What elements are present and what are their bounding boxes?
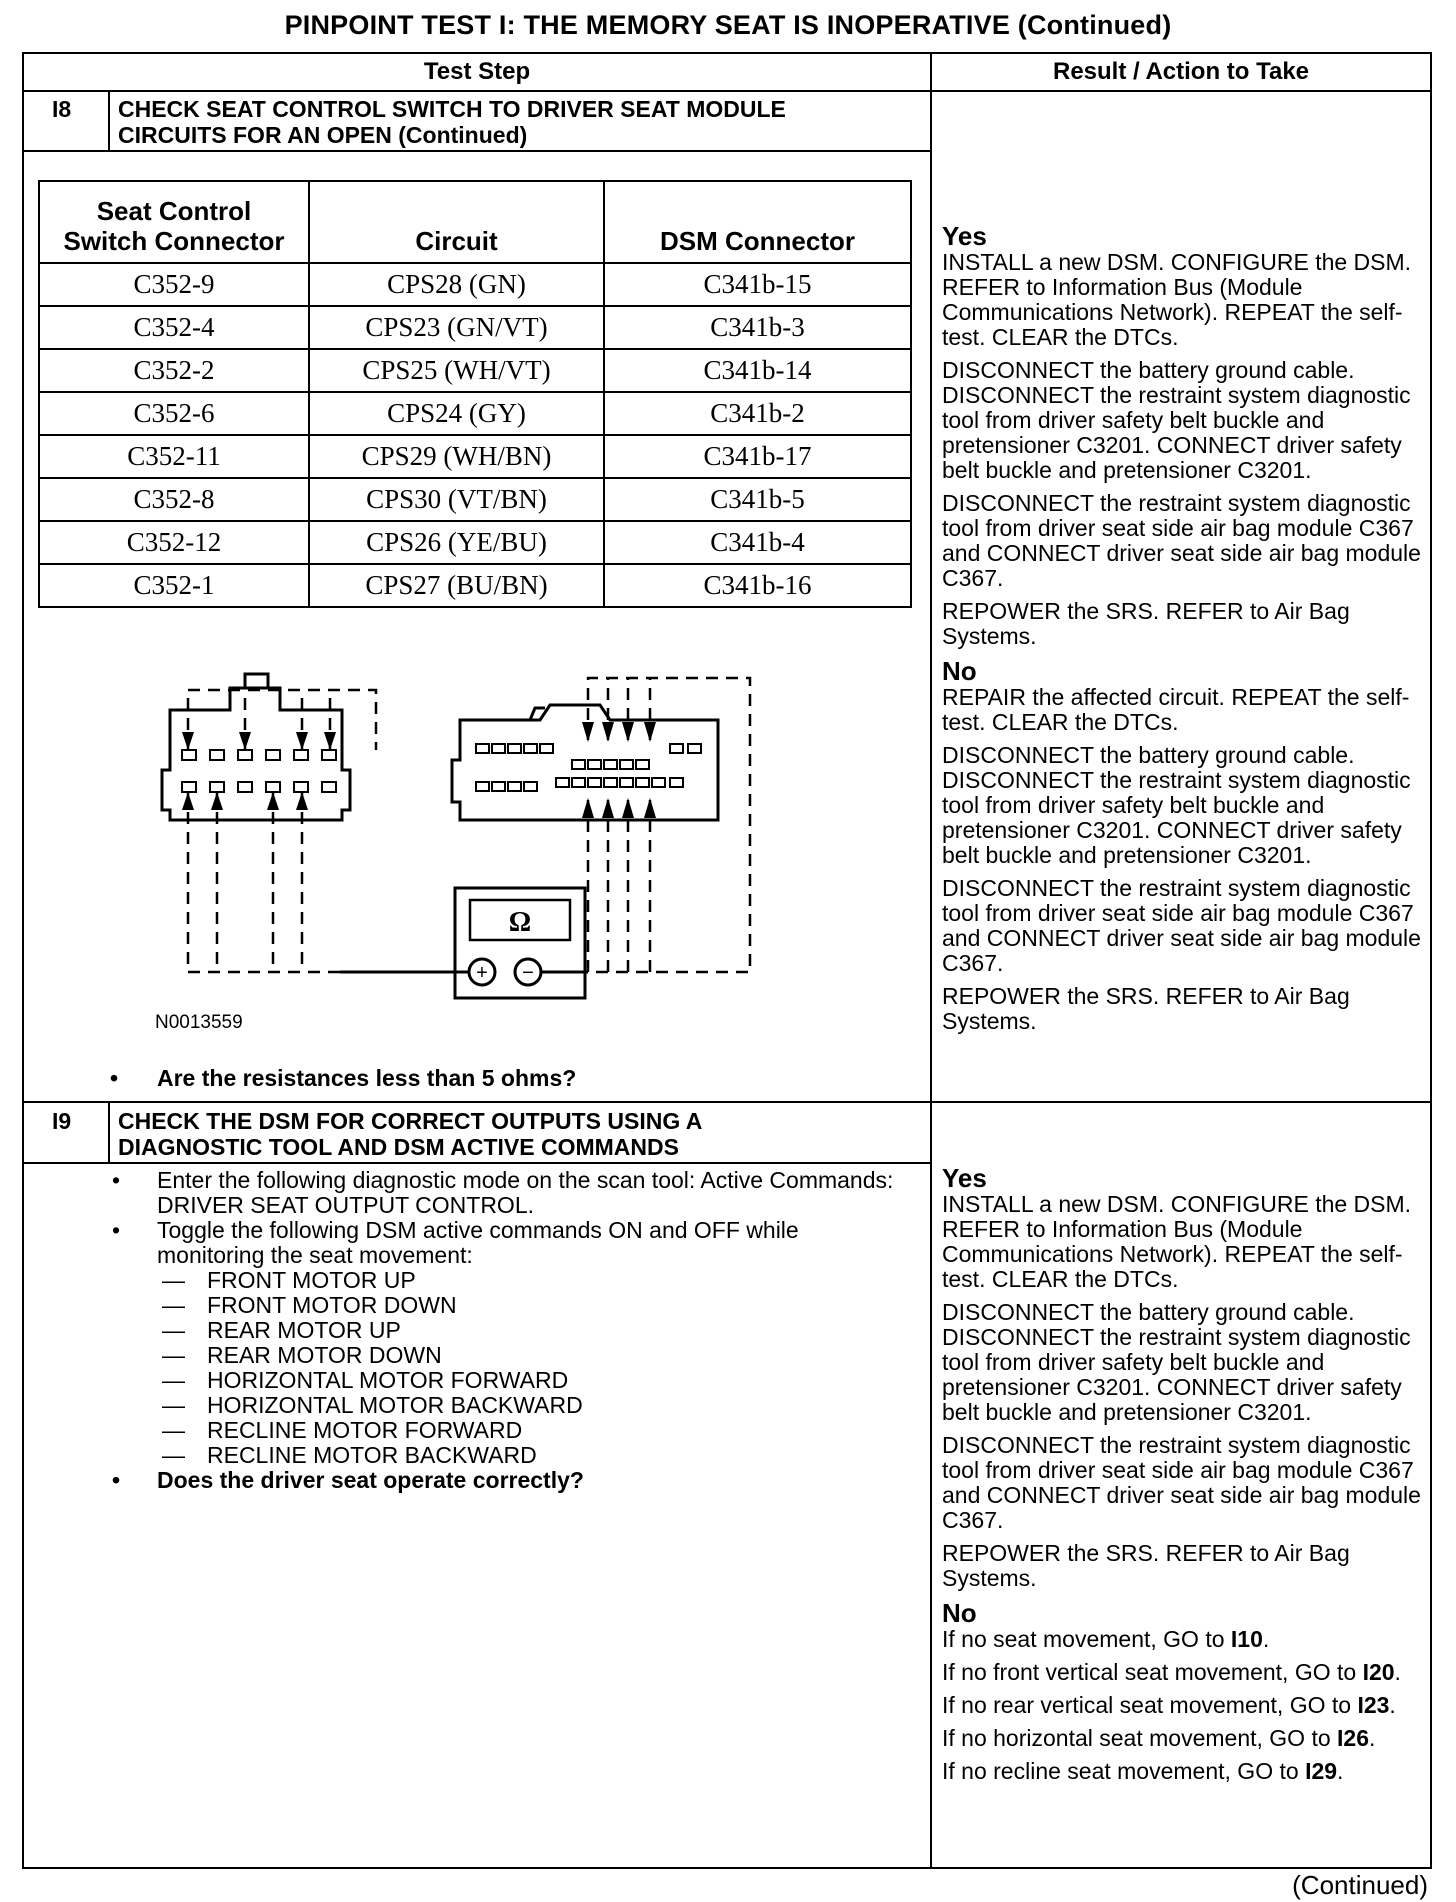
step-title-i8: CHECK SEAT CONTROL SWITCH TO DRIVER SEAT MODULE CIRCUITS FOR AN OPEN (Continued): [118, 96, 786, 148]
table-row: C352-4 CPS23 (GN/VT) C341b-3: [39, 306, 911, 349]
list-item: If no horizontal seat movement, GO to I26.: [942, 1725, 1376, 1751]
list-item: — HORIZONTAL MOTOR BACKWARD: [162, 1392, 583, 1418]
i9-question: Does the driver seat operate correctly?: [157, 1467, 584, 1493]
i8-no-heading: No: [942, 656, 977, 686]
table-row: C352-2 CPS25 (WH/VT) C341b-14: [39, 349, 911, 392]
seat-switch-connector-icon: [162, 674, 350, 820]
i9-no-heading: No: [942, 1598, 977, 1628]
circuit-table-header: [39, 181, 911, 263]
i8-question: • Are the resistances less than 5 ohms?: [110, 1065, 577, 1091]
step-title-i9: CHECK THE DSM FOR CORRECT OUTPUTS USING A DIAGNOSTIC TOOL AND DSM ACTIVE COMMANDS: [118, 1108, 703, 1160]
divider: [108, 90, 110, 150]
col-header-result: Result / Action to Take: [1052, 58, 1310, 85]
list-item: — RECLINE MOTOR FORWARD: [162, 1417, 523, 1443]
table-row: C352-1 CPS27 (BU/BN) C341b-16: [39, 564, 911, 607]
col-header-test-step: Test Step: [423, 58, 531, 85]
divider: [24, 1162, 930, 1164]
minus-terminal-label: −: [522, 962, 534, 984]
table-row: C352-6 CPS24 (GY) C341b-2: [39, 392, 911, 435]
figure-label: N0013559: [155, 1012, 243, 1033]
table-row: C352-8 CPS30 (VT/BN) C341b-5: [39, 478, 911, 521]
table-row: C352-12 CPS26 (YE/BU) C341b-4: [39, 521, 911, 564]
list-item: If no front vertical seat movement, GO to I20.: [942, 1659, 1401, 1685]
list-item: If no rear vertical seat movement, GO to I23.: [942, 1692, 1396, 1718]
step-number-i9: I9: [52, 1108, 72, 1134]
list-item: — FRONT MOTOR UP: [162, 1267, 416, 1293]
i9-yes-heading: Yes: [942, 1163, 987, 1193]
wiring-diagram: [130, 620, 770, 1010]
i8-yes-heading: Yes: [942, 221, 987, 251]
plus-terminal-label: +: [476, 962, 488, 984]
page-title: PINPOINT TEST I: THE MEMORY SEAT IS INOPERATIVE (Continued): [284, 10, 1172, 40]
table-row: C352-11 CPS29 (WH/BN) C341b-17: [39, 435, 911, 478]
header-switch-connector: Seat Control Switch Connector: [39, 181, 309, 263]
i8-result: Yes INSTALL a new DSM. CONFIGURE the DSM. REFER to Information Bus (Module Communications Network). REPEAT the self-test. CLEAR the DTCs. DISCONNECT the battery ground cable. DISCONNECT the restraint system diagnostic tool from driver safety belt buckle and pretensioner C3201. CONNECT driver safety belt buckle and pretensioner C3201. DISCONNECT the restraint system diagnostic tool from driver seat side air bag module C367 and CONNECT driver seat side air bag module C367. REPOWER the SRS. REFER to Air Bag Systems. No REPAIR the affected circuit. REPEAT the self-test. CLEAR the DTCs. DISCONNECT the battery ground cable. DISCONNECT the restraint system diagnostic tool from driver safety belt buckle and pretensioner C3201. CONNECT driver safety belt buckle and pretensioner C3201. DISCONNECT the restraint system diagnostic tool from driver seat side air bag module C367 and CONNECT driver seat side air bag module C367. REPOWER the SRS. REFER to Air Bag Systems.: [942, 222, 1426, 1042]
i9-instructions: • Enter the following diagnostic mode on the scan tool: Active Commands: DRIVER SEAT OUTPUT CONTROL. • Toggle the following DSM active commands ON and OFF while monitoring the seat movement: — FRONT MOTOR UP — FRONT MOTOR DOWN — REAR MOTOR UP — REAR MOTOR DOWN — HORIZONTAL MOTOR FORWARD — HORIZONTAL MOTOR BACKWARD — RECLINE MOTOR FORWARD — RECLINE MOTOR BACKWARD • Does the driver seat operate correctly?: [112, 1168, 912, 1493]
continued-footer: (Continued): [1292, 1870, 1428, 1900]
list-item: If no seat movement, GO to I10.: [942, 1626, 1270, 1652]
divider: [930, 54, 932, 1867]
step-number-i8: I8: [52, 96, 72, 122]
ohmmeter-icon: [455, 888, 585, 998]
table-row: C352-9 CPS28 (GN) C341b-15: [39, 263, 911, 306]
list-item: — FRONT MOTOR DOWN: [162, 1292, 457, 1318]
divider: [24, 90, 1430, 92]
i9-result: Yes INSTALL a new DSM. CONFIGURE the DSM. REFER to Information Bus (Module Communications Network). REPEAT the self-test. CLEAR the DTCs. DISCONNECT the battery ground cable. DISCONNECT the restraint system diagnostic tool from driver safety belt buckle and pretensioner C3201. CONNECT driver safety belt buckle and pretensioner C3201. DISCONNECT the restraint system diagnostic tool from driver seat side air bag module C367 and CONNECT driver seat side air bag module C367. REPOWER the SRS. REFER to Air Bag Systems. No If no seat movement, GO to I10. If no front vertical seat movement, GO to I20. If no rear vertical seat movement, GO to I23. If no horizontal seat movement, GO to I26. If no recline seat movement, GO to I29.: [942, 1164, 1426, 1792]
divider: [24, 1101, 1430, 1103]
divider: [108, 1101, 110, 1162]
circuit-table: [38, 180, 912, 608]
list-item: — REAR MOTOR UP: [162, 1317, 401, 1343]
list-item: — RECLINE MOTOR BACKWARD: [162, 1442, 537, 1468]
list-item: If no recline seat movement, GO to I29.: [942, 1758, 1344, 1784]
list-item: — HORIZONTAL MOTOR FORWARD: [162, 1367, 569, 1393]
header-dsm-connector: DSM Connector: [604, 181, 911, 263]
ohm-symbol: Ω: [508, 907, 532, 938]
divider: [24, 150, 930, 152]
list-item: — REAR MOTOR DOWN: [162, 1342, 442, 1368]
header-circuit: Circuit: [309, 181, 604, 263]
